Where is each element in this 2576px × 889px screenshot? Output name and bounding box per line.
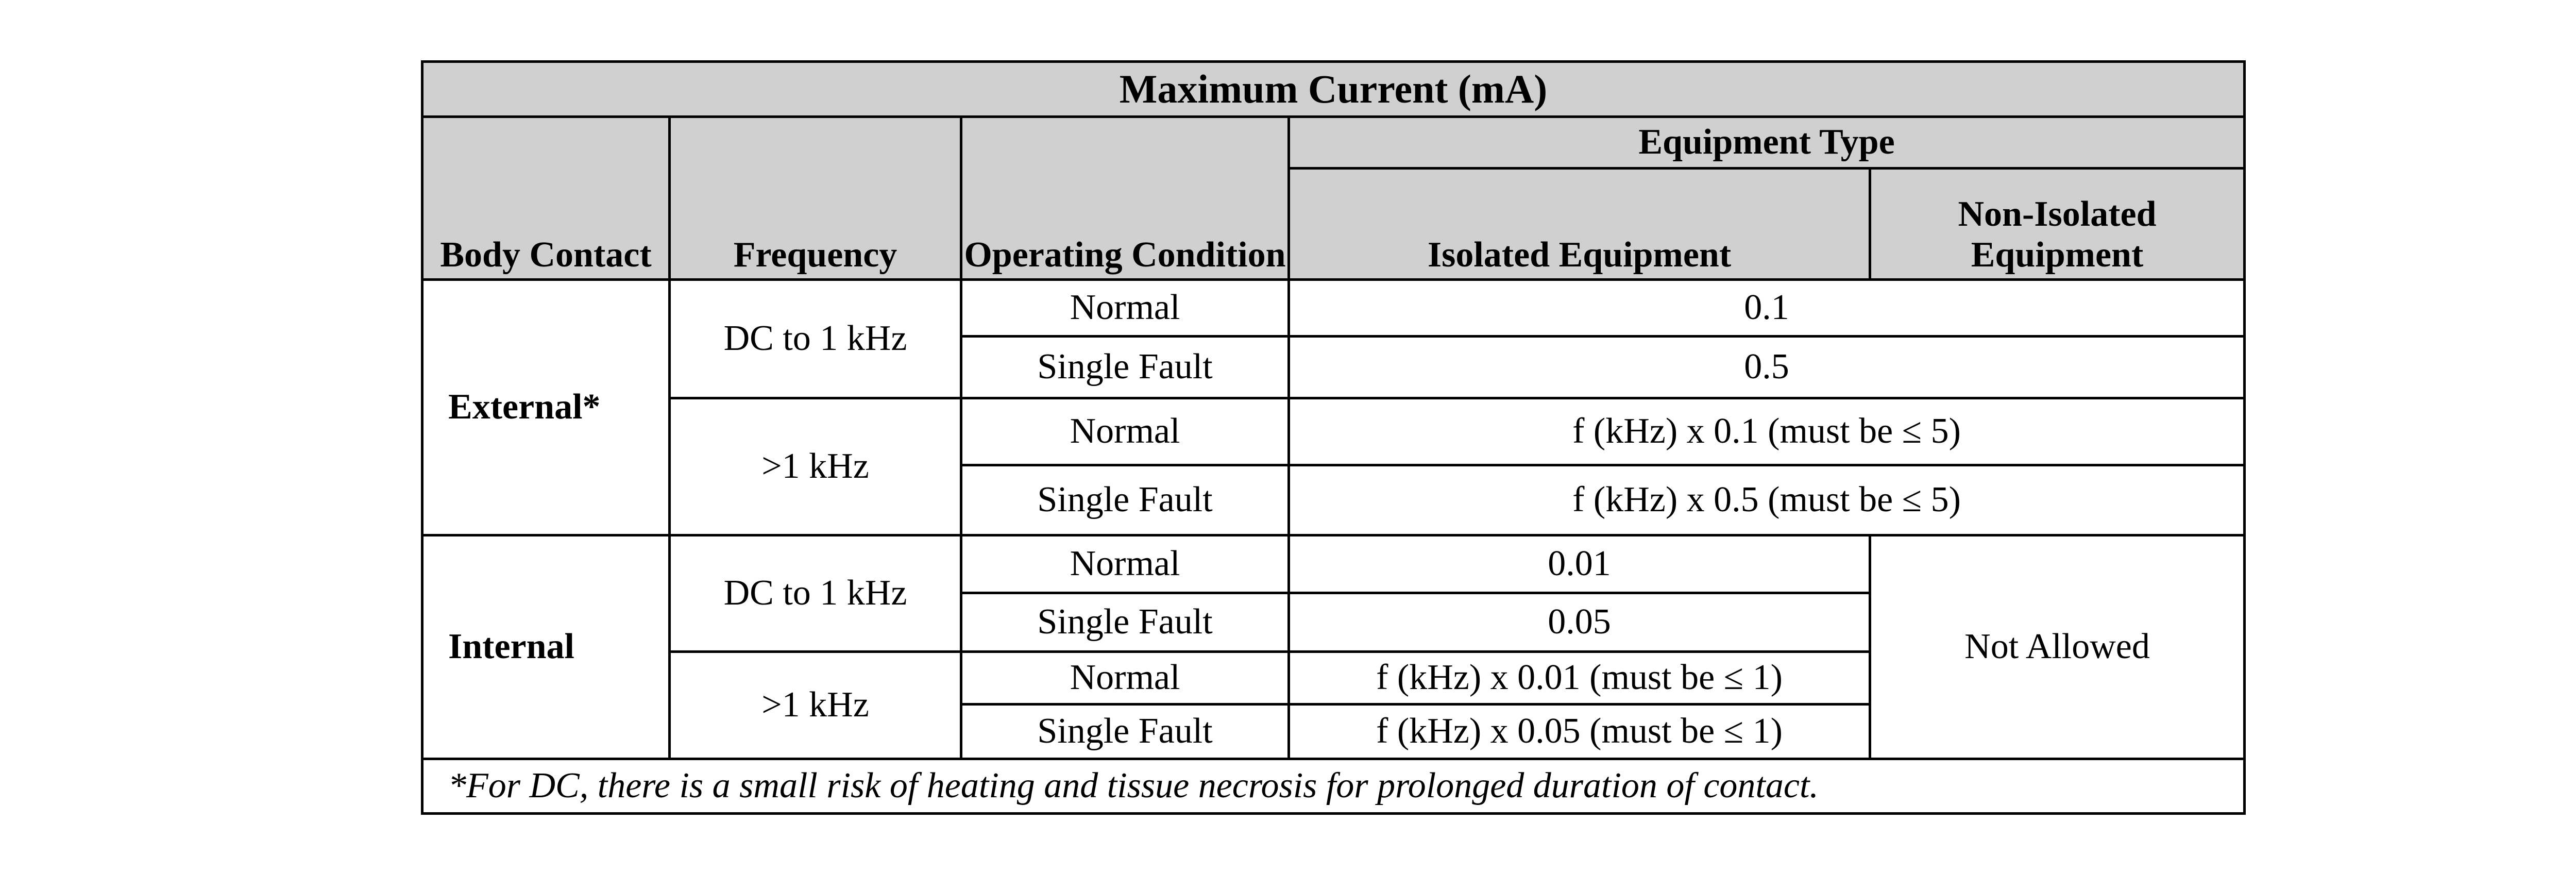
header-row-1 (422, 117, 2245, 169)
frequency-cell: DC to 1 kHz (670, 535, 961, 652)
value-cell: f (kHz) x 0.01 (must be ≤ 1) (1289, 652, 1870, 705)
condition-cell: Single Fault (961, 705, 1289, 759)
condition-cell: Normal (961, 652, 1289, 705)
header-body-contact: Body Contact (422, 117, 670, 280)
header-non-isolated-equipment: Non-Isolated Equipment (1870, 169, 2245, 280)
header-operating-condition: Operating Condition (961, 117, 1289, 280)
frequency-cell: >1 kHz (670, 398, 961, 535)
value-cell: 0.1 (1289, 280, 2245, 337)
header-equipment-type: Equipment Type (1289, 117, 2245, 169)
value-cell: f (kHz) x 0.1 (must be ≤ 5) (1289, 398, 2245, 465)
maximum-current-table-container (421, 60, 2243, 815)
not-allowed-cell: Not Allowed (1870, 535, 2245, 759)
value-cell: f (kHz) x 0.05 (must be ≤ 1) (1289, 705, 1870, 759)
footnote: *For DC, there is a small risk of heating and tissue necrosis for prolonged duration of contact. (422, 759, 2245, 814)
condition-cell: Single Fault (961, 337, 1289, 398)
condition-cell: Single Fault (961, 465, 1289, 535)
body-contact-external: External* (422, 280, 670, 535)
table-row (422, 280, 2245, 337)
body-contact-internal: Internal (422, 535, 670, 759)
value-cell: 0.5 (1289, 337, 2245, 398)
value-cell: 0.05 (1289, 593, 1870, 652)
condition-cell: Normal (961, 535, 1289, 593)
footnote-row (422, 759, 2245, 814)
table-title-row (422, 62, 2245, 117)
condition-cell: Normal (961, 398, 1289, 465)
frequency-cell: >1 kHz (670, 652, 961, 759)
value-cell: 0.01 (1289, 535, 1870, 593)
header-frequency: Frequency (670, 117, 961, 280)
table-row (422, 535, 2245, 593)
value-cell: f (kHz) x 0.5 (must be ≤ 5) (1289, 465, 2245, 535)
condition-cell: Single Fault (961, 593, 1289, 652)
table-title: Maximum Current (mA) (422, 62, 2245, 117)
header-isolated-equipment: Isolated Equipment (1289, 169, 1870, 280)
condition-cell: Normal (961, 280, 1289, 337)
frequency-cell: DC to 1 kHz (670, 280, 961, 398)
table-row (422, 398, 2245, 465)
maximum-current-table (421, 60, 2246, 815)
